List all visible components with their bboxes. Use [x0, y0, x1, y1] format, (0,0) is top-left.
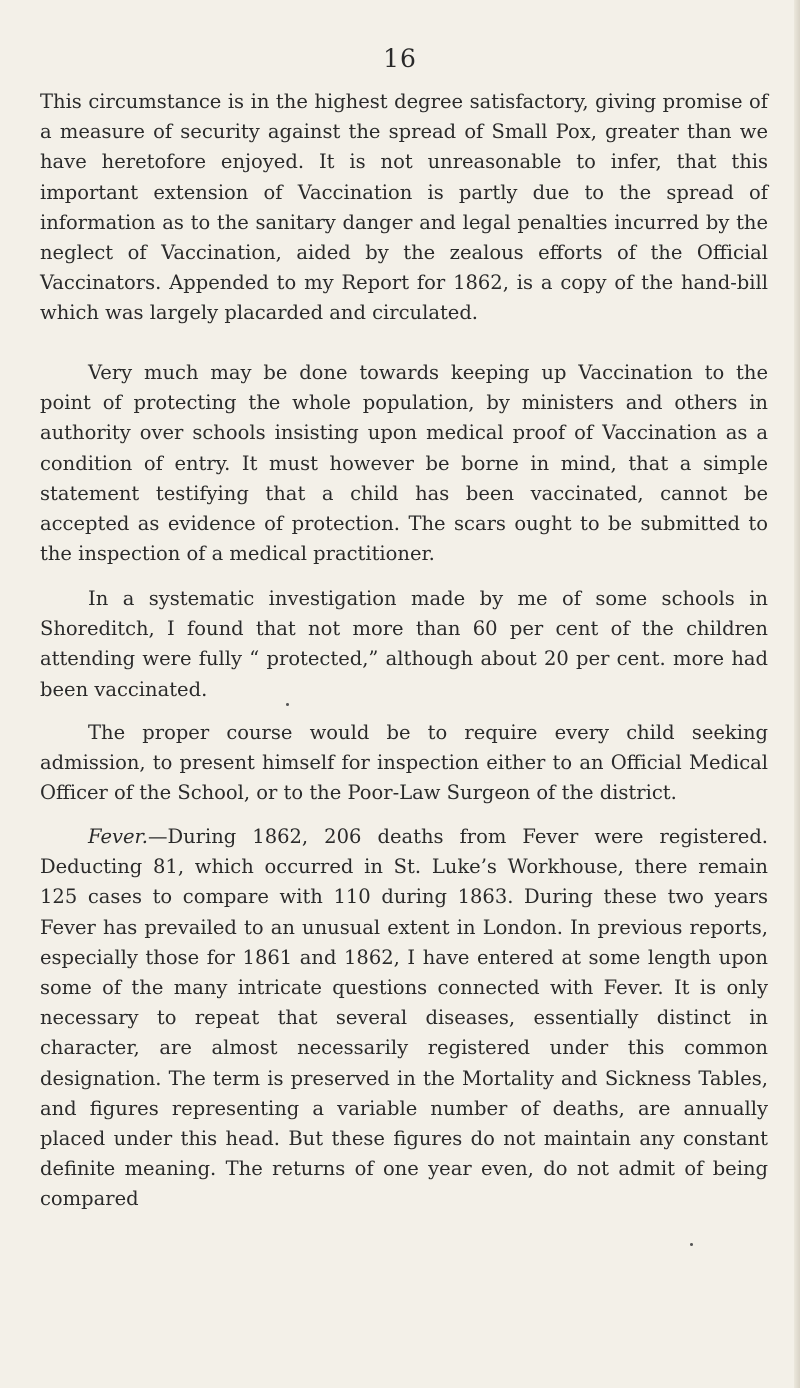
- fever-run-in-heading: Fever.: [88, 825, 148, 848]
- fever-paragraph-body: —During 1862, 206 deaths from Fever were registered. Deducting 81, which occurred in St. Luke’s Workhouse, there remain 125 cases to compare with 110 during 1863. During these two years Fever has prevailed to an unusual extent in London. In previous reports, especially those for 1861 and 1862, I have entered at some length upon some of the many intricate questions connected with Fever. It is only necessary to repeat that several diseases, essentially distinct in character, are almost necessarily registered under this common designation. The term is preserved in the Mortality and Sickness Tables, and figures representing a variable number of deaths, are annually placed under this head. But these figures do not maintain any constant definite meaning. The returns of one year even, do not admit of being compared: [40, 825, 768, 1211]
- paragraph-shoreditch-investigation: [40, 584, 768, 705]
- paper-speck: [690, 1243, 693, 1246]
- page-edge-shadow: [794, 0, 800, 1388]
- paragraph-text: This circumstance is in the highest degree satisfactory, giving promise of a measure of security against the spread of Small Pox, greater than we have heretofore enjoyed. It is not unreasonable to infer, that this important extension of Vaccination is partly due to the spread of information as to the sanitary danger and legal penalties incurred by the neglect of Vaccination, aided by the zealous efforts of the Official Vaccinators. Appended to my Report for 1862, is a copy of the hand-bill which was largely placarded and circulated.: [40, 90, 768, 325]
- paragraph-school-vaccination: [40, 358, 768, 569]
- paragraph-text: [40, 822, 768, 1215]
- paragraph-vaccination-extension: [40, 87, 768, 329]
- paragraph-fever: [40, 822, 768, 1215]
- page-number: 16: [383, 44, 417, 73]
- paragraph-text: In a systematic investigation made by me of some schools in Shoreditch, I found that not more than 60 per cent of the children attending were fully “ protected,” although about 20 per cent. more had been vaccinated.: [40, 587, 768, 701]
- paper-speck: [286, 703, 289, 706]
- paragraph-inspection-course: [40, 718, 768, 809]
- paragraph-text: The proper course would be to require every child seeking admission, to present himself for inspection either to an Official Medical Officer of the School, or to the Poor-Law Surgeon of the district.: [40, 721, 768, 805]
- paragraph-text: Very much may be done towards keeping up Vaccination to the point of protecting the whole population, by ministers and others in authority over schools insisting upon medical proof of Vaccination as a condition of entry. It must however be borne in mind, that a simple statement testifying that a child has been vaccinated, cannot be accepted as evidence of protection. The scars ought to be submitted to the inspection of a medical practitioner.: [40, 361, 768, 566]
